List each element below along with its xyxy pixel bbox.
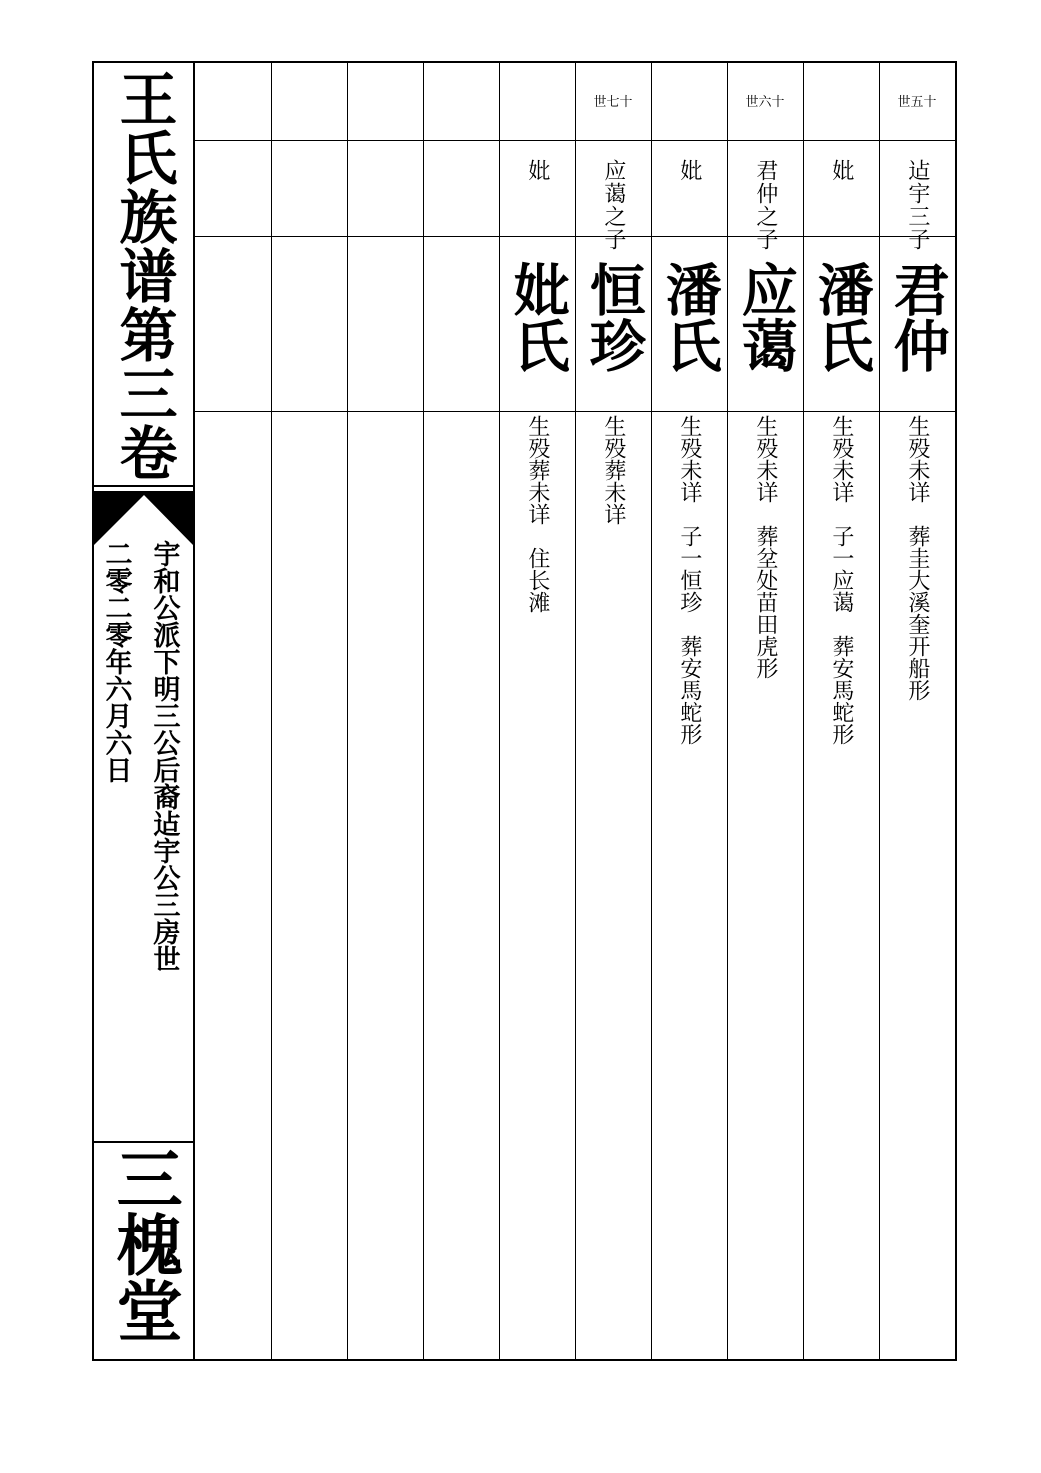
generation-label: 世五十 xyxy=(897,95,937,110)
hall-rule xyxy=(94,1141,193,1143)
empty-column xyxy=(347,63,423,1359)
relation-label: 君仲之子 xyxy=(752,159,778,251)
relation-label: 妣 xyxy=(524,159,550,182)
book-title-text: 王氏族谱第三卷 xyxy=(109,69,178,482)
title-strip xyxy=(94,63,195,1359)
empty-column xyxy=(423,63,499,1359)
relation-label: 应蔼之子 xyxy=(600,159,626,251)
branch-lineage-text: 宇和公派下明三公后裔迠宇公三房世 xyxy=(148,540,180,972)
person-details: 生殁未详 葬坌处苗田虎形 xyxy=(752,415,778,679)
person-column xyxy=(879,63,955,1359)
person-details: 生殁未详 子一应蔼 葬安馬蛇形 xyxy=(828,415,854,745)
person-details: 生殁未详 子一恒珍 葬安馬蛇形 xyxy=(676,415,702,745)
person-details: 生殁葬未详 住长滩 xyxy=(524,415,550,613)
person-column xyxy=(651,63,727,1359)
person-name: 潘氏 xyxy=(808,261,875,373)
person-details: 生殁未详 葬圭大溪奎开船形 xyxy=(904,415,930,701)
genealogy-page-frame xyxy=(92,61,957,1361)
generation-label: 世七十 xyxy=(593,95,633,110)
relation-label: 迠宇三子 xyxy=(904,159,930,251)
fishtail-ornament-icon xyxy=(94,493,193,545)
person-name: 应蔼 xyxy=(732,261,799,373)
title-rule xyxy=(94,485,193,487)
hall-name xyxy=(94,1145,193,1359)
person-name: 妣氏 xyxy=(504,261,571,373)
person-name: 恒珍 xyxy=(580,261,647,373)
person-column xyxy=(803,63,879,1359)
hall-name-text: 三槐堂 xyxy=(105,1145,184,1343)
person-name: 潘氏 xyxy=(656,261,723,373)
person-column xyxy=(727,63,803,1359)
person-column xyxy=(575,63,651,1359)
compile-date-text: 二零二零年六月六日 xyxy=(100,540,132,783)
person-name: 君仲 xyxy=(884,261,951,373)
relation-label: 妣 xyxy=(676,159,702,182)
empty-column xyxy=(195,63,271,1359)
genealogy-grid xyxy=(195,63,955,1359)
book-title xyxy=(94,63,193,489)
person-column xyxy=(499,63,575,1359)
relation-label: 妣 xyxy=(828,159,854,182)
generation-label: 世六十 xyxy=(745,95,785,110)
person-details: 生殁葬未详 xyxy=(600,415,626,525)
empty-column xyxy=(271,63,347,1359)
